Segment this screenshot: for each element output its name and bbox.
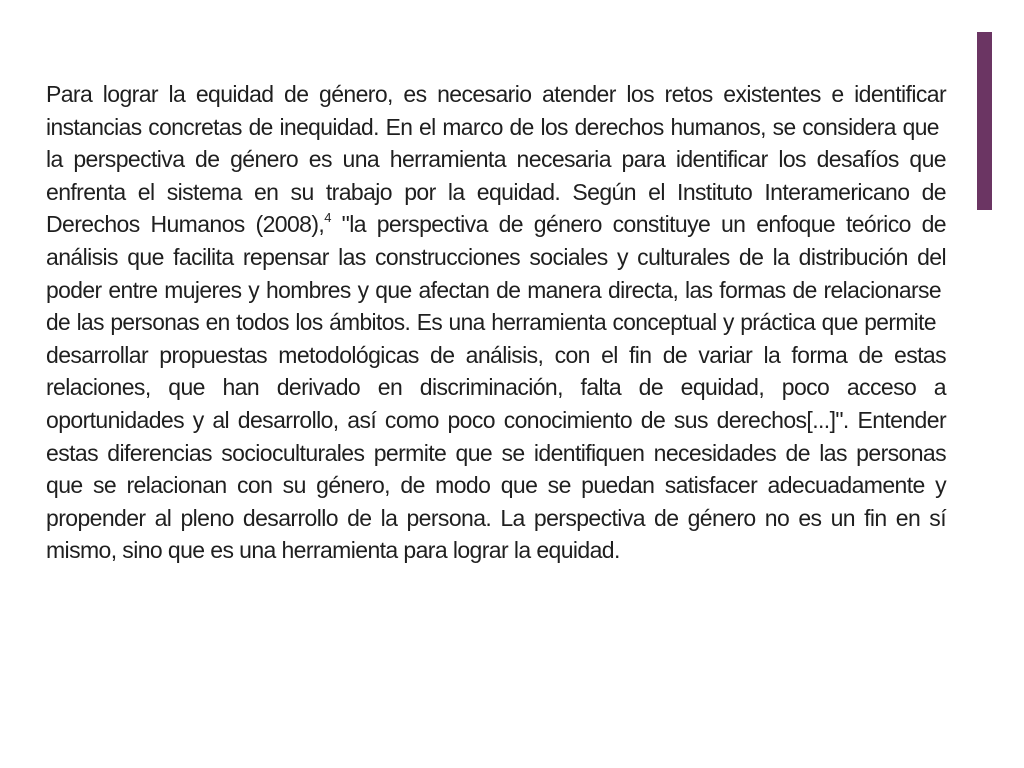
paragraph-line: poder entre mujeres y hombres y que afectan de manera directa, las formas de relacionarse [46,276,941,303]
quote-start-text: "la perspectiva de género constituye un enfoque teórico de [341,211,946,238]
paragraph-line: relaciones, que han derivado en discriminación, falta de equidad, poco acceso a [46,374,946,401]
paragraph-line: oportunidades y al desarrollo, así como poco conocimiento de sus derechos[...]". Entender [46,406,946,433]
paragraph-line: enfrenta el sistema en su trabajo por la equidad. Según el Instituto Interamericano de [46,178,946,205]
paragraph-line: la perspectiva de género es una herramienta necesaria para identificar los desafíos que [46,146,946,173]
paragraph-line [46,208,946,241]
paragraph-line: mismo, sino que es una herramienta para lograr la equidad. [46,537,620,564]
paragraph-line: Para lograr la equidad de género, es necesario atender los retos existentes e identificar [46,81,946,107]
paragraph-line: análisis que facilita repensar las construcciones sociales y culturales de la distribución del [46,243,946,270]
paragraph-line: estas diferencias socioculturales permite que se identifiquen necesidades de las personas [46,439,946,466]
paragraph-line: que se relacionan con su género, de modo que se puedan satisfacer adecuadamente y [46,472,946,499]
accent-bar [977,32,992,210]
paragraph-line: instancias concretas de inequidad. En el marco de los derechos humanos, se considera que [46,113,939,140]
paragraph-line: desarrollar propuestas metodológicas de análisis, con el fin de variar la forma de estas [46,341,946,368]
document-paragraph [46,78,946,567]
paragraph-line: de las personas en todos los ámbitos. Es una herramienta conceptual y práctica que permite [46,309,936,336]
paragraph-line: propender al pleno desarrollo de la persona. La perspectiva de género no es un fin en sí [46,504,946,531]
citation-text: Derechos Humanos (2008), [46,211,325,238]
footnote-marker: 4 [324,210,331,226]
